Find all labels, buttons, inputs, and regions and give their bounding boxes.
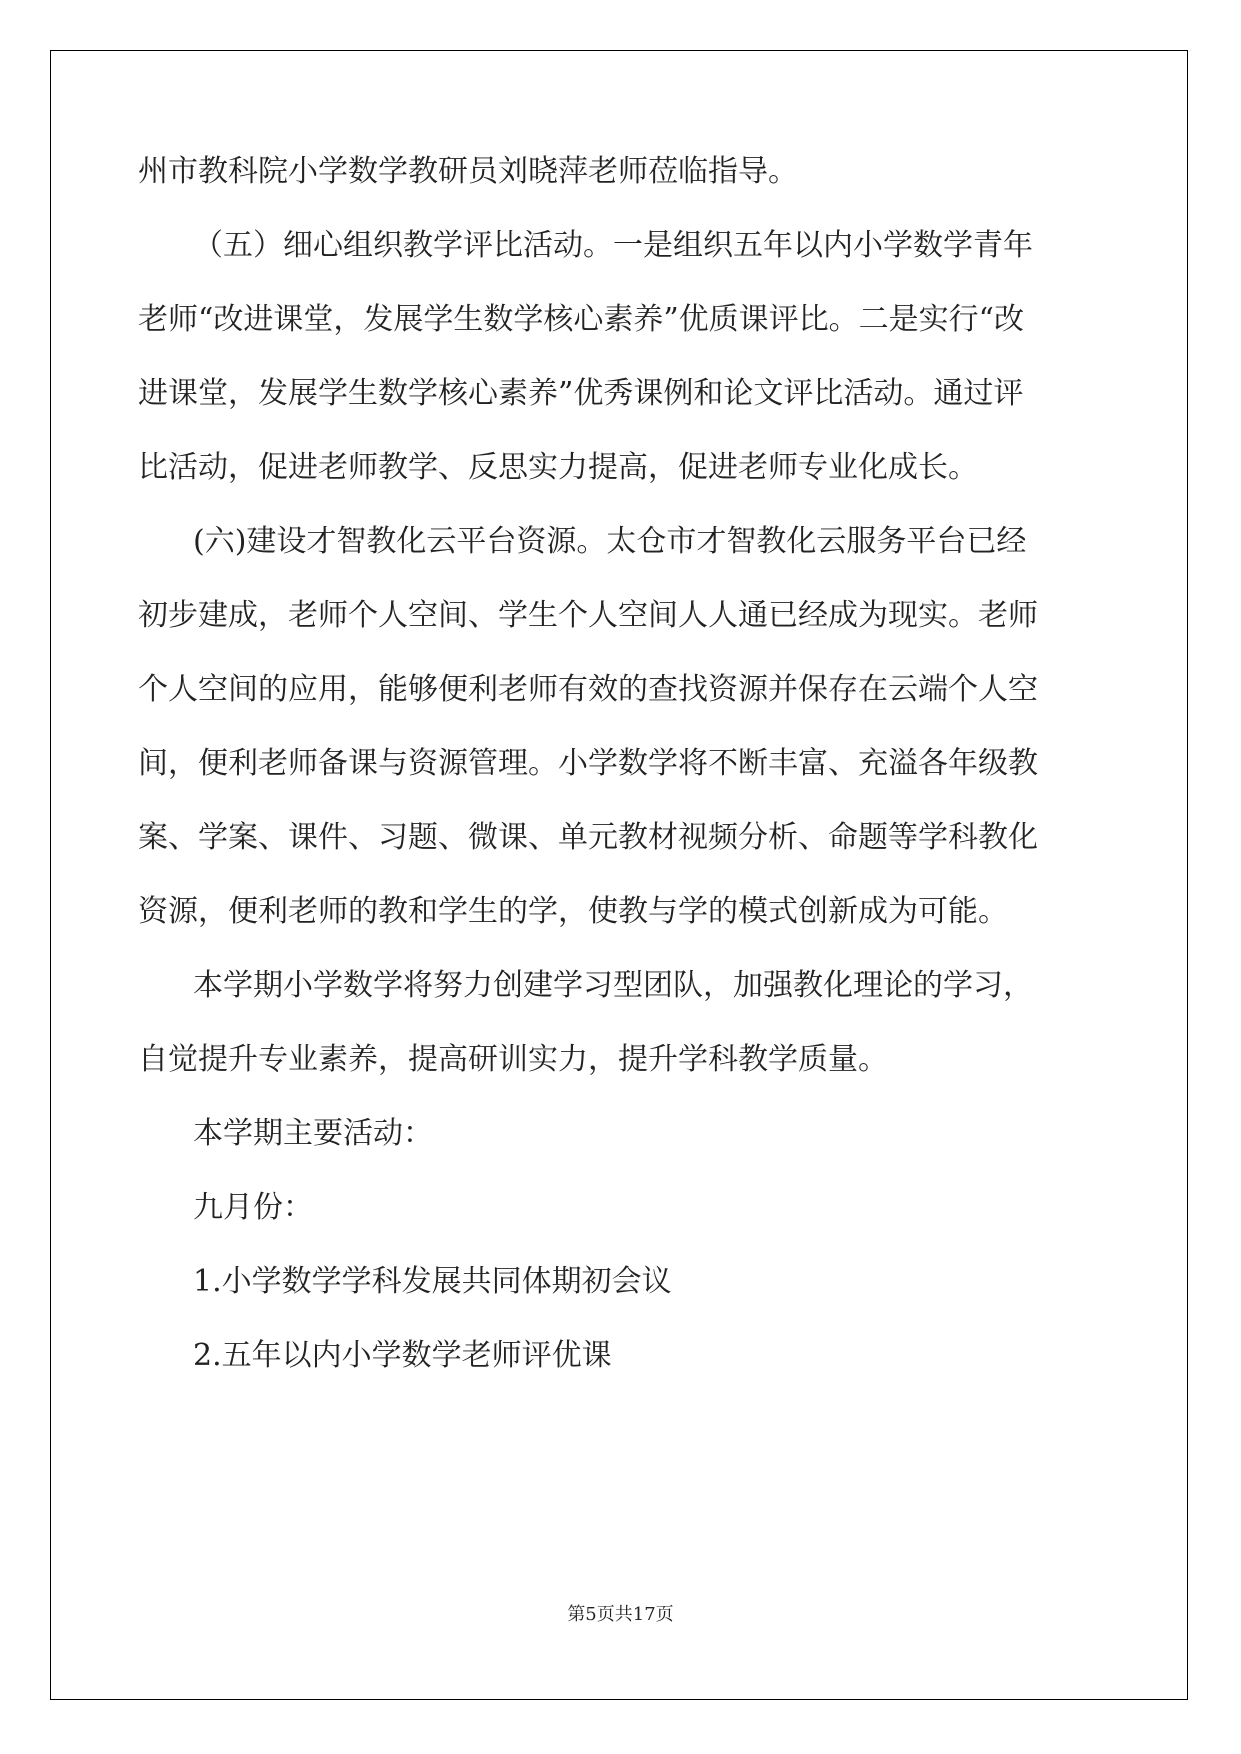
paragraph-start: 本学期小学数学将努力创建学习型团队，加强教化理论的学习， bbox=[193, 968, 1033, 1003]
text-line: 进课堂，发展学生数学核心素养”优秀课例和论文评比活动。通过评 bbox=[138, 376, 1024, 411]
section-heading-5: （五）细心组织教学评比活动。一是组织五年以内小学数学青年 bbox=[193, 228, 1033, 263]
month-heading: 九月份： bbox=[193, 1190, 313, 1225]
text-line: 案、学案、课件、习题、微课、单元教材视频分析、命题等学科教化 bbox=[138, 820, 1038, 855]
text-line: 老师“改进课堂，发展学生数学核心素养”优质课评比。二是实行“改 bbox=[138, 302, 1025, 337]
text-line: 资源，便利老师的教和学生的学，使教与学的模式创新成为可能。 bbox=[138, 894, 1008, 929]
section-heading-6: (六)建设才智教化云平台资源。太仓市才智教化云服务平台已经 bbox=[193, 524, 1027, 559]
text-line: 初步建成，老师个人空间、学生个人空间人人通已经成为现实。老师 bbox=[138, 598, 1038, 633]
page-border bbox=[50, 50, 1188, 1700]
list-item: 2.五年以内小学数学老师评优课 bbox=[193, 1338, 612, 1373]
text-line: 个人空间的应用，能够便利老师有效的查找资源并保存在云端个人空 bbox=[138, 672, 1038, 707]
text-line: 比活动，促进老师教学、反思实力提高，促进老师专业化成长。 bbox=[138, 450, 978, 485]
text-line: 州市教科院小学数学教研员刘晓萍老师莅临指导。 bbox=[138, 154, 798, 189]
list-item: 1.小学数学学科发展共同体期初会议 bbox=[193, 1264, 672, 1299]
page-number: 第5页 bbox=[567, 1604, 615, 1625]
text-line: 自觉提升专业素养，提高研训实力，提升学科教学质量。 bbox=[138, 1042, 888, 1077]
total-pages: 共17页 bbox=[614, 1604, 674, 1625]
page-footer bbox=[0, 1602, 1241, 1628]
text-line: 间，便利老师备课与资源管理。小学数学将不断丰富、充溢各年级教 bbox=[138, 746, 1038, 781]
activities-heading: 本学期主要活动： bbox=[193, 1116, 433, 1151]
